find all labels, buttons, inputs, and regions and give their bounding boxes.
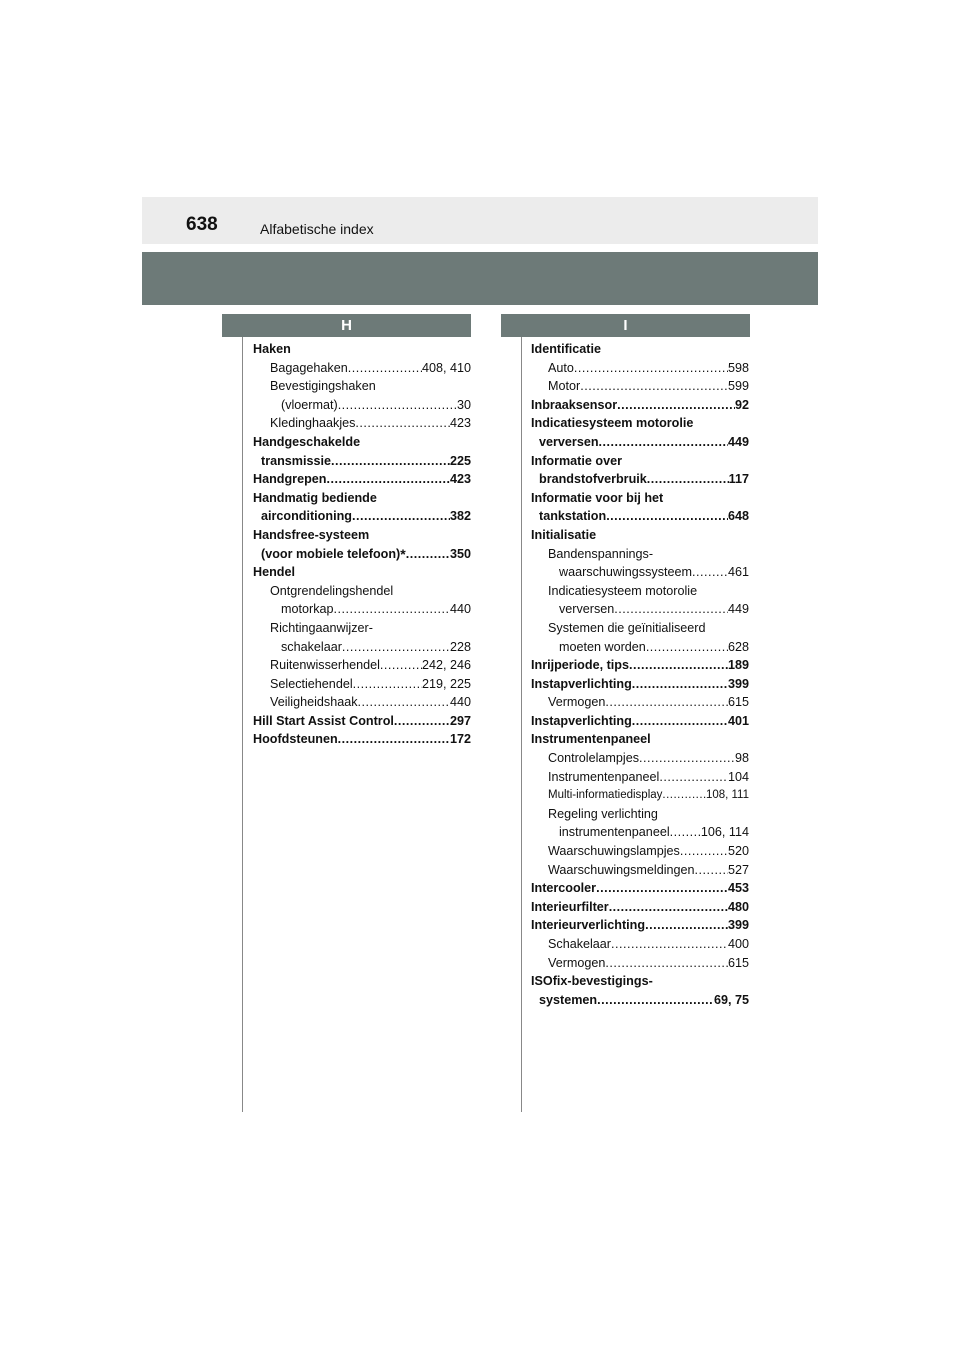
entry-label: Bagagehaken [270,360,348,375]
index-entry [253,712,471,731]
entry-label: Ruitenwisserhendel [270,658,380,673]
dot-leader [394,712,450,731]
dot-leader [380,656,422,675]
index-heading [253,563,471,582]
page-reference: 520 [727,844,749,859]
entry-label: transmissie [261,453,332,468]
page-reference: 449 [727,434,749,449]
index-entry [531,600,749,619]
entry-label: Inrijperiode, tips [531,658,629,673]
page-reference: 449 [727,602,749,617]
entry-label: Schakelaar [548,937,612,951]
entry-label: (voor mobiele telefoon) [261,546,401,561]
index-entry [531,507,749,526]
entry-label: Instapverlichting [531,713,632,728]
index-entry [253,470,471,489]
page-reference: 400 [727,937,749,951]
index-entry [253,452,471,471]
entry-label: Instrumentenpaneel [531,732,651,747]
entry-label: Haken [253,342,291,356]
page-reference: 527 [727,862,749,877]
dot-leader [331,452,450,471]
page-reference: 117 [728,472,749,487]
page-number: 638 [186,214,218,235]
entry-label: waarschuwingssysteem [559,565,692,580]
dot-leader [605,954,728,973]
index-entry [253,656,471,675]
index-entry [253,414,471,433]
entry-label: moeten worden [559,639,646,654]
entry-label: verversen [539,434,599,449]
index-entry [253,638,471,657]
dot-leader [338,730,450,749]
index-entry [531,842,749,861]
page-reference: 106, 114 [700,825,749,840]
entry-label: Motor [548,379,581,394]
index-entry [531,377,749,396]
index-entry [253,507,471,526]
column-divider [242,337,243,1112]
entry-label: brandstofverbruik [539,472,647,487]
page-reference: 104 [727,769,749,784]
dot-leader [617,396,735,415]
entry-label: Interieurverlichting [531,918,646,933]
dot-leader [639,749,735,768]
dot-leader [596,879,728,898]
dot-leader [605,693,728,712]
page-reference: 440 [449,602,471,617]
index-heading [253,340,471,359]
dot-leader [326,470,450,489]
title-bar [142,252,818,305]
page-reference: 423 [449,472,471,487]
index-heading [531,414,749,433]
page-reference: 92 [734,397,749,412]
index-entry [531,768,749,787]
entry-label: Hoofdsteunen [253,732,338,747]
entry-label: Interieurfilter [531,899,609,914]
page-reference: 219, 225 [421,676,471,691]
index-heading [531,340,749,359]
dot-leader [609,898,728,917]
index-entry [531,935,749,954]
index-entry [531,916,749,935]
index-entry [531,563,749,582]
entry-label: systemen [539,992,598,1007]
entry-label: Instapverlichting [531,676,632,691]
page-reference: 382 [449,509,471,524]
page-reference: 399 [727,918,749,933]
index-entry [253,396,471,415]
index-entry [253,545,471,564]
entry-label: Inbraaksensor [531,397,618,412]
index-heading [531,582,749,601]
index-entry [531,954,749,973]
index-entry [253,730,471,749]
page-reference: 599 [727,379,749,394]
entry-label: airconditioning [261,509,352,524]
index-entry [253,675,471,694]
page-reference: 480 [727,899,749,914]
dot-leader [580,377,728,396]
index-heading [531,619,749,638]
index-entry [531,879,749,898]
entry-label: schakelaar [281,639,342,654]
entry-label: Indicatiesysteem motorolie [548,583,698,598]
dot-leader [647,470,729,489]
entry-label: Handmatig bediende [253,490,377,505]
dot-leader [632,675,728,694]
entry-label: Hill Start Assist Control [253,713,394,728]
page-reference: 228 [449,639,471,654]
page-reference: 172 [449,732,471,747]
dot-leader [406,545,450,564]
entry-label: verversen [559,602,615,617]
page-reference: 628 [727,639,749,654]
dot-leader [338,396,457,415]
letter-header-i: I [501,314,750,337]
dot-leader [334,600,450,619]
index-entry [531,359,749,378]
page-reference: 399 [727,676,749,691]
column-divider [521,337,522,1112]
page-reference: 108, 111 [705,789,749,802]
index-entry [531,396,749,415]
index-heading [531,545,749,564]
index-entry [531,749,749,768]
dot-leader [645,916,728,935]
header-band [142,197,818,244]
dot-leader [692,563,728,582]
index-entry [253,600,471,619]
entry-label: Handgeschakelde [253,434,361,449]
entry-label: Kledinghaakjes [270,416,356,431]
entry-label: Instrumentenpaneel [548,769,660,784]
entry-label: Regeling verlichting [548,806,658,821]
index-entry [531,898,749,917]
dot-leader [599,433,728,452]
entry-label: Handgrepen [253,472,327,487]
index-entry [253,693,471,712]
dot-leader [606,507,728,526]
page-reference: 615 [727,955,749,970]
dot-leader [680,842,728,861]
dot-leader [614,600,728,619]
page-reference: 242, 246 [421,658,471,673]
dot-leader [358,693,450,712]
index-heading [253,526,471,545]
index-entry [531,823,749,842]
dot-leader [574,359,728,378]
entry-label: Handsfree-systeem [253,527,370,542]
entry-label: Bevestigingshaken [270,379,376,394]
index-entry [531,991,749,1010]
page-reference: 598 [727,360,749,375]
entry-label: Intercooler [531,881,597,896]
page-reference: 30 [456,397,471,412]
entry-label: (vloermat) [281,397,338,412]
entry-label: Initialisatie [531,527,597,542]
page-reference: 408, 410 [421,360,471,375]
index-entry [531,675,749,694]
page-reference: 98 [734,751,749,766]
page-reference: 461 [727,565,749,580]
page-reference: 350 [449,546,471,561]
index-heading [253,619,471,638]
section-title: Alfabetische index [260,221,374,237]
index-heading [253,433,471,452]
index-heading [253,582,471,601]
dot-leader [695,861,728,880]
entry-label: Identificatie [531,342,601,356]
dot-leader [632,712,728,731]
page-reference: 189 [727,658,749,673]
dot-leader [659,768,728,787]
index-heading [531,452,749,471]
page-reference: 401 [727,713,749,728]
index-column-i [531,340,749,1009]
index-entry [531,786,749,805]
dot-leader [670,823,701,842]
entry-label: Indicatiesysteem motorolie [531,416,694,431]
index-entry [253,359,471,378]
entry-label: Waarschuwingslampjes [548,844,680,859]
index-entry [531,638,749,657]
page-reference: 225 [449,453,471,468]
dot-leader [348,359,422,378]
index-heading [253,489,471,508]
dot-leader [355,414,450,433]
entry-label: Richtingaanwijzer- [270,620,373,635]
entry-label: Controlelampjes [548,751,639,766]
page-reference: 615 [727,695,749,710]
entry-label: instrumentenpaneel [559,825,670,840]
entry-label: Bandenspannings- [548,546,654,561]
entry-label: Ontgrendelingshendel [270,583,394,598]
index-heading [253,377,471,396]
entry-label: ISOfix-bevestigings- [531,974,653,989]
dot-leader [611,935,728,954]
page-reference: 297 [449,713,471,728]
letter-header-h: H [222,314,471,337]
entry-label: tankstation [539,509,607,524]
index-heading [531,805,749,824]
entry-label: Hendel [253,565,295,580]
dot-leader [342,638,450,657]
page-reference: 69, 75 [713,992,749,1007]
page-reference: 423 [449,416,471,431]
index-entry [531,433,749,452]
entry-label: Vermogen [548,695,606,710]
entry-label: Systemen die geïnitialiseerd [548,620,706,635]
page-reference: 453 [727,881,749,896]
index-heading [531,489,749,508]
entry-label: Waarschuwingsmeldingen [548,862,695,877]
entry-label: Veiligheidshaak [270,695,358,710]
dot-leader [597,991,714,1010]
page-reference: 648 [727,509,749,524]
dot-leader [352,507,450,526]
index-entry [531,861,749,880]
page-reference: 440 [449,695,471,710]
index-heading [531,972,749,991]
index-heading [531,730,749,749]
entry-label: motorkap [281,602,334,617]
entry-label: Selectiehendel [270,676,353,691]
index-entry [531,470,749,489]
dot-leader [353,675,422,694]
index-entry [531,712,749,731]
dot-leader [646,638,728,657]
dot-leader [662,786,706,805]
entry-label: Auto [548,360,574,375]
index-entry [531,656,749,675]
dot-leader [629,656,728,675]
index-heading [531,526,749,545]
entry-label: Informatie voor bij het [531,490,664,505]
index-entry [531,693,749,712]
entry-label: Informatie over [531,453,622,468]
entry-label: Vermogen [548,955,606,970]
index-column-h [253,340,471,749]
footnote-asterisk: * [400,545,406,562]
entry-label: Multi-informatiedisplay [548,789,663,802]
